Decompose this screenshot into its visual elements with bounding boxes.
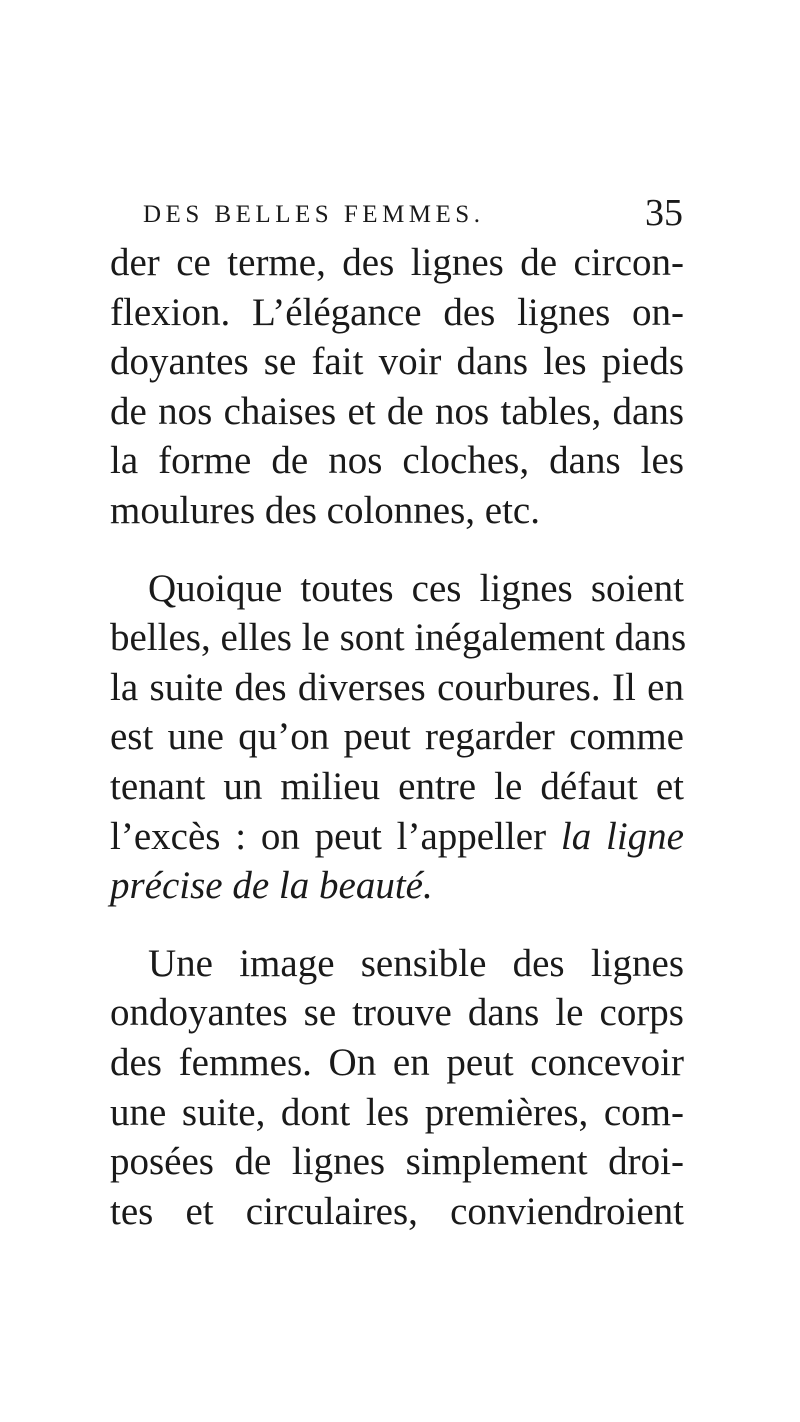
text-line: est une qu’on peut regarder comme bbox=[110, 715, 684, 759]
text-line: Une image sensible des lignes bbox=[148, 941, 684, 985]
body-text bbox=[110, 238, 687, 1236]
paragraph-3 bbox=[110, 939, 684, 1237]
italic-phrase: précise de la beauté. bbox=[110, 864, 433, 908]
text-line: des femmes. On en peut concevoir bbox=[110, 1040, 684, 1084]
paragraph-2 bbox=[110, 564, 687, 911]
text-line: une suite, dont les premières, com- bbox=[110, 1090, 684, 1134]
page-number: 35 bbox=[645, 192, 683, 234]
text-line: doyantes se fait voir dans les pieds bbox=[110, 340, 684, 384]
running-title: DES BELLES FEMMES. bbox=[143, 201, 485, 228]
text-line: belles, elles le sont inégalement dans bbox=[110, 616, 687, 660]
text-line: flexion. L’élégance des lignes on- bbox=[110, 290, 684, 334]
running-head bbox=[143, 192, 683, 235]
text-line: tes et circulaires, conviendroient bbox=[110, 1189, 684, 1233]
paragraph-1 bbox=[110, 238, 684, 536]
text-line: der ce terme, des lignes de circon- bbox=[110, 241, 684, 284]
text-line: la forme de nos cloches, dans les bbox=[110, 439, 684, 483]
text-line: Quoique toutes ces lignes soient bbox=[148, 566, 684, 610]
text-line: moulures des colonnes, etc. bbox=[110, 488, 540, 532]
text-segment: l’excès : on peut l’appeller bbox=[110, 814, 561, 858]
italic-phrase: la ligne bbox=[560, 814, 684, 858]
text-line: de nos chaises et de nos tables, dans bbox=[110, 389, 684, 433]
text-line: tenant un milieu entre le défaut et bbox=[110, 764, 684, 808]
text-line-with-italic bbox=[110, 812, 684, 862]
text-line: ondoyantes se trouve dans le corps bbox=[110, 991, 684, 1035]
text-line: la suite des diverses courbures. Il en bbox=[110, 665, 684, 709]
text-line: posées de lignes simplement droi- bbox=[110, 1140, 684, 1184]
italic-line bbox=[110, 861, 684, 911]
